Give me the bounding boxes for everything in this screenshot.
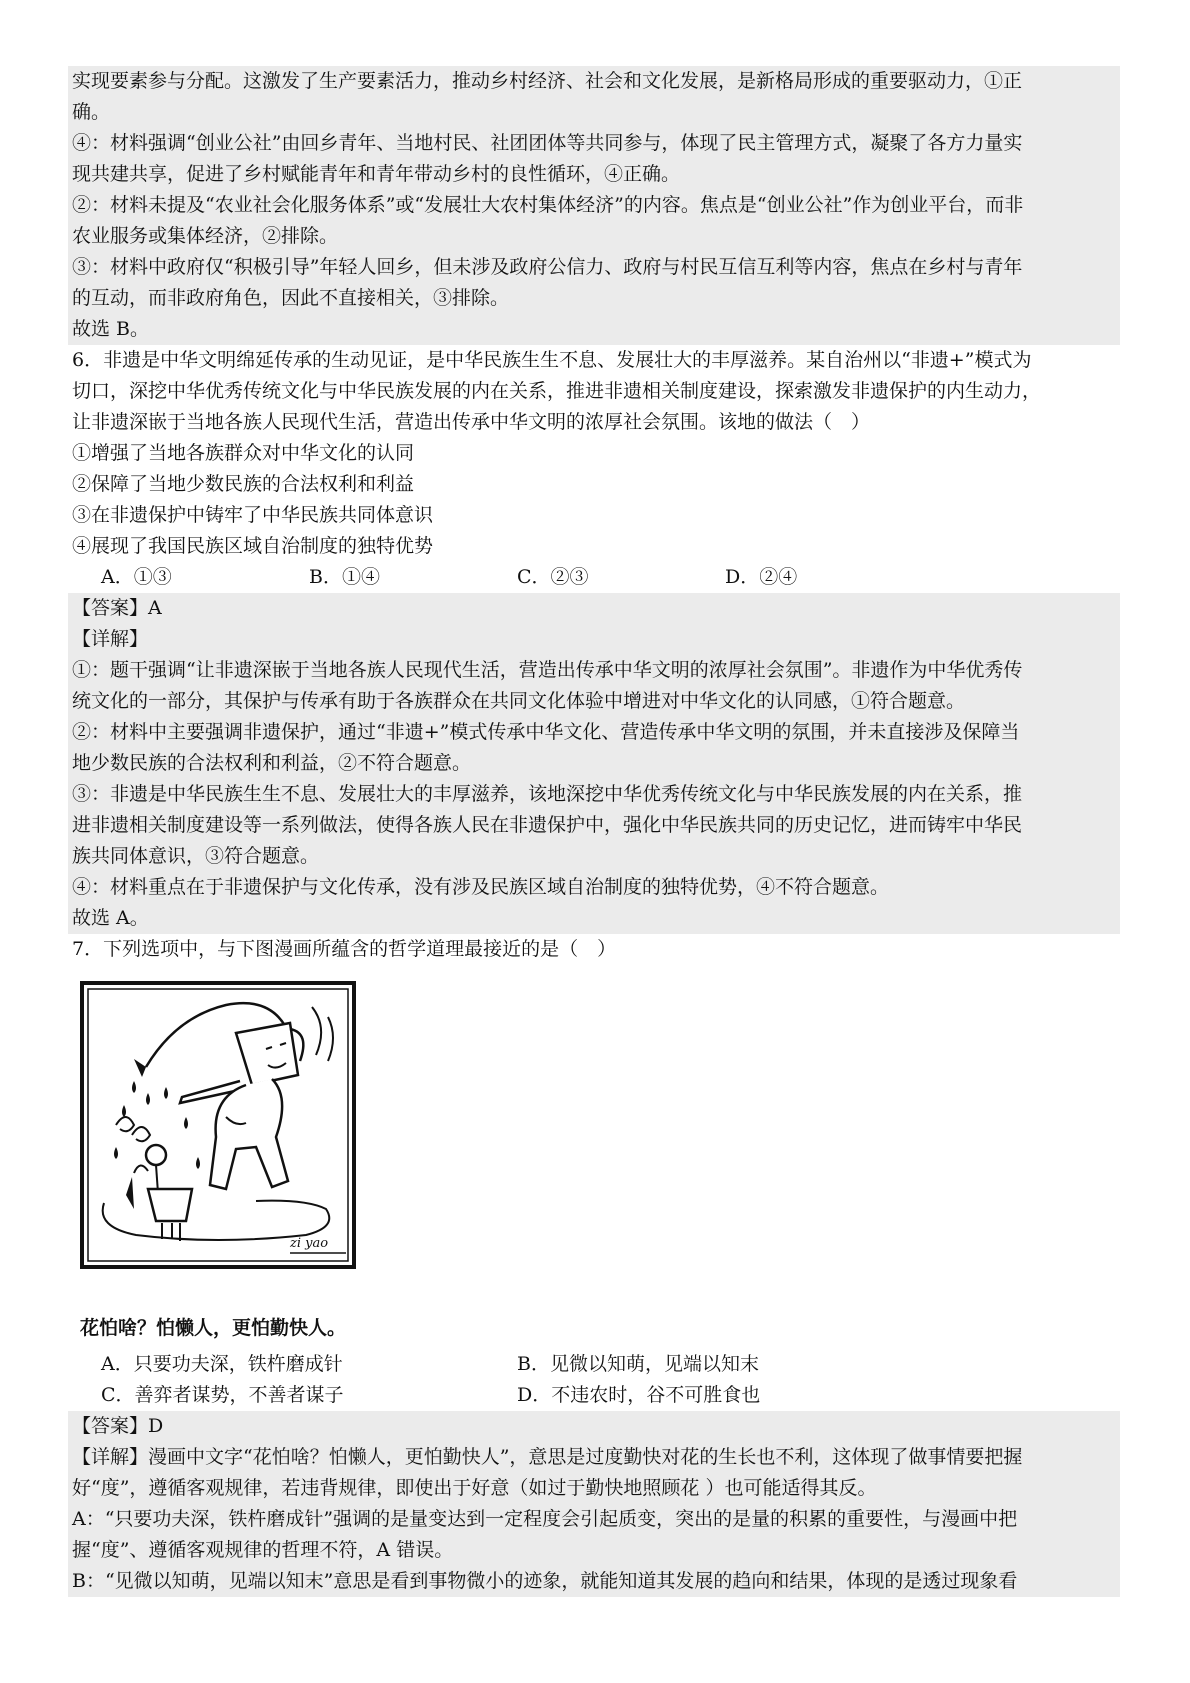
text-line: 好“度”，遵循客观规律，若违背规律，即使出于好意（如过于勤快地照顾花 ）也可能适得其反。 [72, 1477, 877, 1499]
option-c: C．②③ [517, 566, 589, 588]
text-line: 统文化的一部分，其保护与传承有助于各族群众在共同文化体验中增进对中华文化的认同感，①符合题意。 [72, 690, 966, 712]
question-6 [68, 345, 1120, 593]
text-line: 农业服务或集体经济，②排除。 [72, 225, 339, 247]
cartoon-signature: zi yao [290, 1236, 329, 1251]
option-b: B．见微以知萌，见端以知末 [517, 1353, 759, 1375]
option-a: A．只要功夫深，铁杵磨成针 [101, 1353, 343, 1375]
answer-line: 【答案】A [72, 597, 162, 619]
conclusion-line: 故选 B。 [72, 318, 150, 340]
text-line: ③：材料中政府仅“积极引导”年轻人回乡，但未涉及政府公信力、政府与村民互信互利等内容，焦点在乡村与青年 [72, 256, 1023, 278]
answer-options [68, 562, 1120, 593]
text-line: ②：材料中主要强调非遗保护，通过“非遗+”模式传承中华文化、营造传承中华文明的氛围，并未直接涉及保障当 [72, 721, 1020, 743]
text-line: ②：材料未提及“农业社会化服务体系”或“发展壮大农村集体经济”的内容。焦点是“创业公社”作为创业平台，而非 [72, 194, 1024, 216]
answer-line: 【答案】D [72, 1415, 164, 1437]
question-stem-line: 让非遗深嵌于当地各族人民现代生活，营造出传承中华文明的浓厚社会氛围。该地的做法（ ） [72, 411, 871, 433]
q5-explanation [68, 66, 1120, 345]
text-line: 的互动，而非政府角色，因此不直接相关，③排除。 [72, 287, 510, 309]
text-line: B：“见微以知萌，见端以知末”意思是看到事物微小的迹象，就能知道其发展的趋向和结果，体现的是透过现象看 [72, 1570, 1018, 1592]
text-line: 握“度”、遵循客观规律的哲理不符，A 错误。 [72, 1539, 454, 1561]
question-stem-line: 6．非遗是中华文明绵延传承的生动见证，是中华民族生生不息、发展壮大的丰厚滋养。某自治州以“非遗+”模式为 [72, 349, 1032, 371]
answer-options [68, 1380, 1120, 1411]
statement-3: ③在非遗保护中铸牢了中华民族共同体意识 [72, 504, 434, 526]
cartoon-figure [68, 965, 1120, 1313]
document-page [68, 66, 1120, 1597]
question-stem-line: 切口，深挖中华优秀传统文化与中华民族发展的内在关系，推进非遗相关制度建设，探索激发非遗保护的内生动力， [72, 380, 1042, 402]
text-line: 确。 [72, 101, 111, 123]
text-line: 实现要素参与分配。这激发了生产要素活力，推动乡村经济、社会和文化发展，是新格局形成的重要驱动力，①正 [72, 70, 1023, 92]
cartoon-illustration [76, 977, 366, 1287]
text-line: 进非遗相关制度建设等一系列做法，使得各族人民在非遗保护中，强化中华民族共同的历史记忆，进而铸牢中华民 [72, 814, 1023, 836]
option-c: C．善弈者谋势，不善者谋子 [101, 1384, 344, 1406]
q6-explanation [68, 593, 1120, 934]
answer-options [68, 1349, 1120, 1380]
text-line: 地少数民族的合法权利和利益，②不符合题意。 [72, 752, 472, 774]
text-line: ③：非遗是中华民族生生不息、发展壮大的丰厚滋养，该地深挖中华优秀传统文化与中华民族发展的内在关系，推 [72, 783, 1023, 805]
detail-label: 【详解】 [72, 628, 149, 650]
text-line: 现共建共享，促进了乡村赋能青年和青年带动乡村的良性循环，④正确。 [72, 163, 681, 185]
option-b: B．①④ [309, 566, 380, 588]
q7-explanation [68, 1411, 1120, 1597]
option-d: D．不违农时，谷不可胜食也 [517, 1384, 761, 1406]
option-d: D．②④ [725, 566, 798, 588]
option-a: A．①③ [101, 566, 172, 588]
text-line: ④：材料强调“创业公社”由回乡青年、当地村民、社团团体等共同参与，体现了民主管理方式，凝聚了各方力量实 [72, 132, 1023, 154]
text-line: A：“只要功夫深，铁杵磨成针”强调的是量变达到一定程度会引起质变，突出的是量的积累的重要性，与漫画中把 [72, 1508, 1018, 1530]
statement-4: ④展现了我国民族区域自治制度的独特优势 [72, 535, 434, 557]
statement-2: ②保障了当地少数民族的合法权利和利益 [72, 473, 415, 495]
cartoon-caption: 花怕啥？怕懒人，更怕勤快人。 [80, 1317, 347, 1339]
text-line: 族共同体意识，③符合题意。 [72, 845, 320, 867]
text-line: ④：材料重点在于非遗保护与文化传承，没有涉及民族区域自治制度的独特优势，④不符合题意。 [72, 876, 890, 898]
question-7 [68, 934, 1120, 1411]
question-stem-line: 7．下列选项中，与下图漫画所蕴含的哲学道理最接近的是（ ） [72, 938, 617, 960]
text-line: 【详解】漫画中文字“花怕啥？怕懒人，更怕勤快人”，意思是过度勤快对花的生长也不利，这体现了做事情要把握 [72, 1446, 1023, 1468]
conclusion-line: 故选 A。 [72, 907, 149, 929]
statement-1: ①增强了当地各族群众对中华文化的认同 [72, 442, 415, 464]
text-line: ①：题干强调“让非遗深嵌于当地各族人民现代生活，营造出传承中华文明的浓厚社会氛围”。非遗作为中华优秀传 [72, 659, 1023, 681]
